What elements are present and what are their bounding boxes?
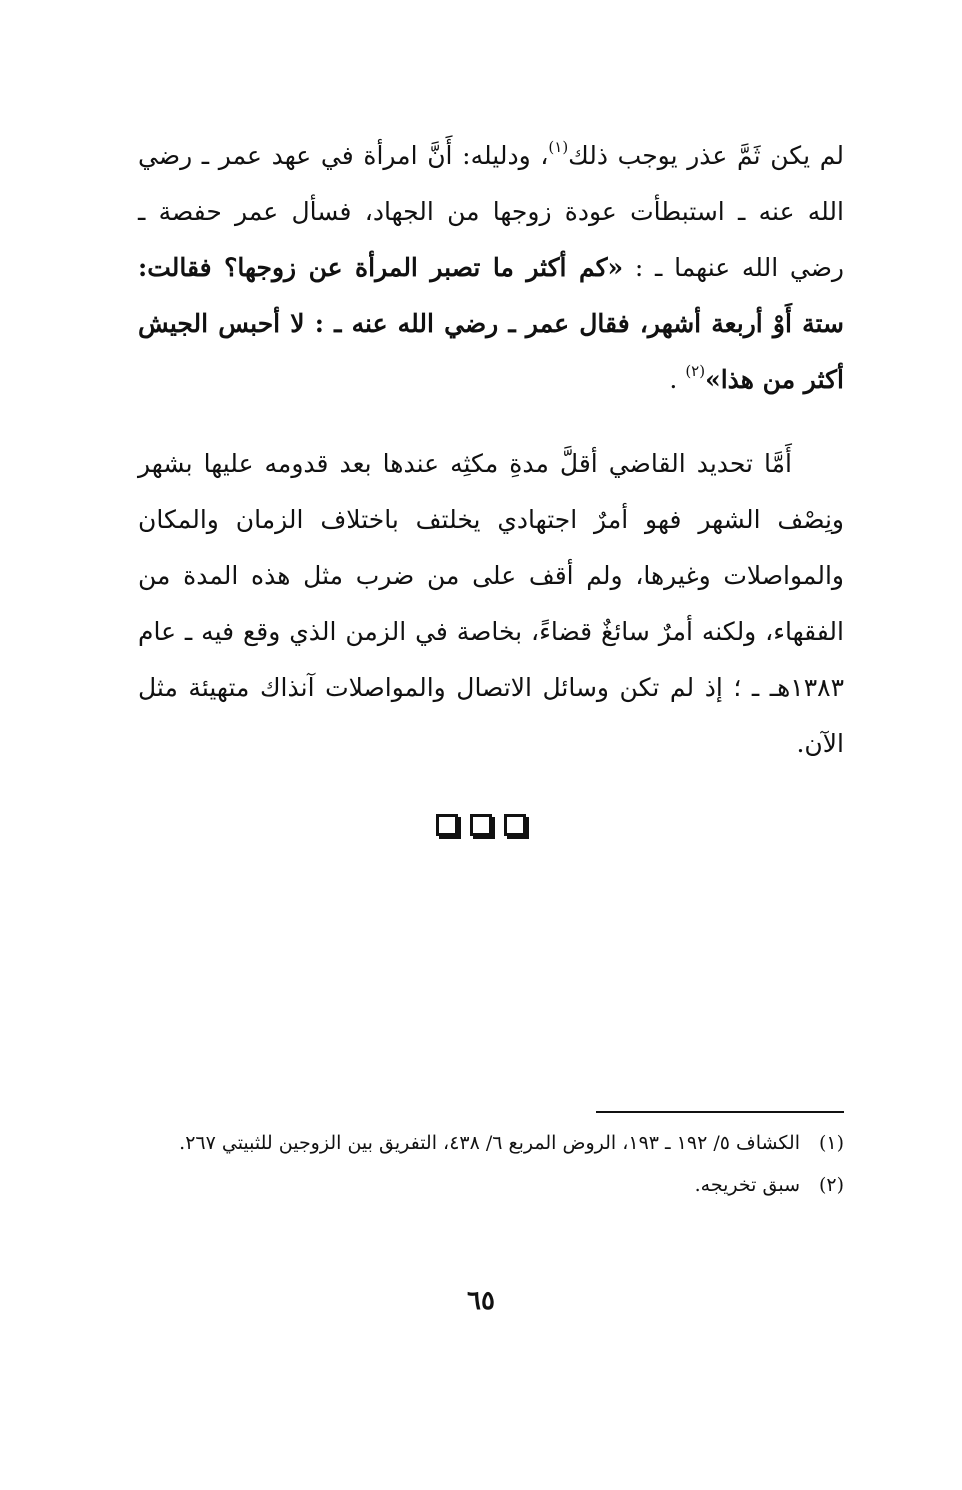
footnote-ref-1: (١) [548,138,569,156]
separator-square-icon [470,814,492,836]
paragraph-2-text: أَمَّا تحديد القاضي أقلَّ مدةِ مكثِه عندها بعد قدومه عليها بشهر ونِصْف الشهر فهو أمرٌ اجتهادي يخلتف باختلاف الزمان والمكان والمواصلات وغيرها، ولم أقف على من ضرب مثل هذه المدة من الفقهاء، ولكنه أمرٌ سائغٌ قضاءً، بخاصة في الزمن الذي وقع فيه ـ عام ١٣٨٣هـ ـ ؛ إذ لم تكن وسائل الاتصال والمواصلات آنذاك متهيئة مثل الآن. [138,449,844,758]
page-number: ٦٥ [467,1286,495,1316]
paragraph-1-text-middle: ، ودليله: أَنَّ امرأة في عهد عمر ـ رضي الله عنه ـ استبطأت عودة زوجها من الجهاد، فسأل عمر حفصة ـ رضي الله عنهما ـ : [138,141,845,282]
paragraph-1-text-end: . [669,365,686,394]
footnote-number: (١) [818,1132,844,1154]
paragraph-1-text-start: لم يكن ثَمَّ عذر يوجب ذلك [568,141,844,170]
paragraph-2 [138,436,844,772]
section-separator [0,808,962,848]
footnote-ref-2: (٢) [685,362,706,380]
footnote-divider [596,1111,844,1113]
footnotes [160,1124,844,1204]
quoted-hadith: «كم أكثر ما تصبر المرأة عن زوجها؟ فقالت: ستة أَوْ أربعة أشهر، فقال عمر ـ رضي الله عنه ـ : لا أحبس الجيش أكثر من هذا» [138,253,844,394]
footnote-1 [160,1124,844,1162]
separator-square-icon [436,814,458,836]
footnote-2 [160,1166,844,1204]
footnote-text: الكشاف ٥/ ١٩٢ ـ ١٩٣، الروض المربع ٦/ ٤٣٨، التفريق بين الزوجين للثبيتي ٢٦٧. [179,1132,800,1154]
footnote-text: سبق تخريجه. [694,1174,800,1196]
footnote-number: (٢) [818,1174,844,1196]
separator-square-icon [504,814,526,836]
paragraph-1 [138,128,844,408]
